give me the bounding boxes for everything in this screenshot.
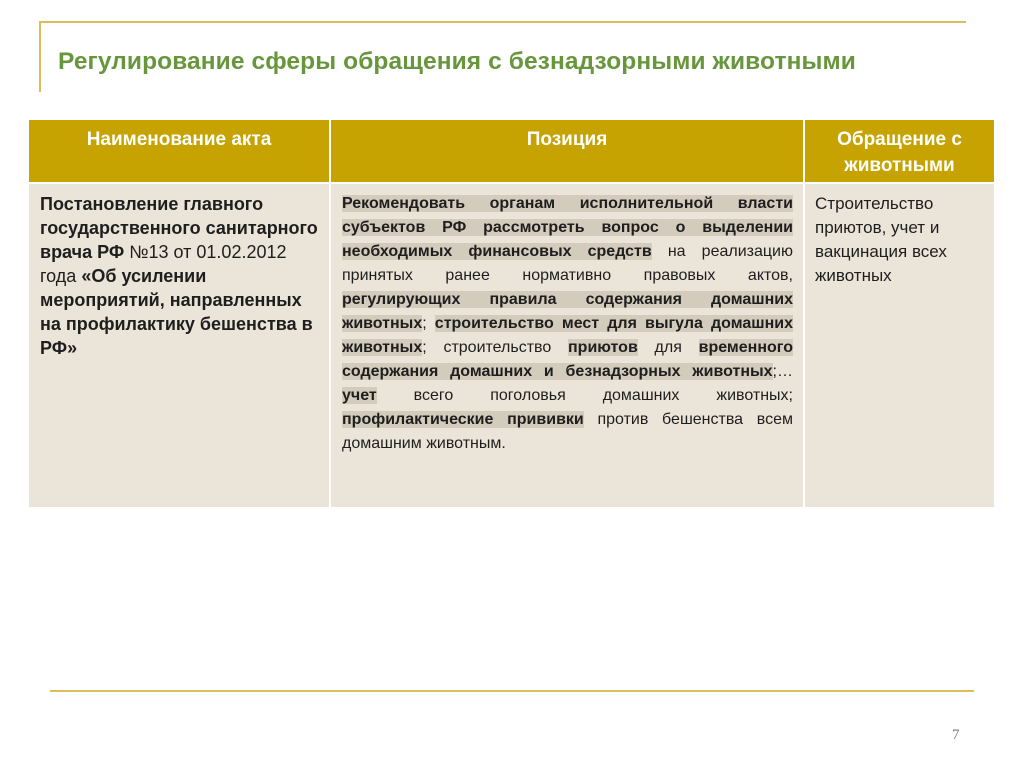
position-text: ; строительство — [422, 339, 568, 356]
position-text: всего поголовья домашних животных; — [376, 387, 793, 404]
position-highlight: временного содержания домашних и безнадзорных животных — [342, 339, 793, 380]
position-highlight: учет — [342, 387, 377, 404]
footer-line — [50, 690, 974, 692]
header-position: Позиция — [331, 120, 803, 182]
acts-table — [29, 120, 994, 507]
header-act-name: Наименование акта — [29, 120, 329, 182]
position-text: против бешенства всем домашним животным. — [342, 411, 793, 452]
frame-left-line — [39, 21, 41, 92]
header-animal-treatment: Обращение с животными — [805, 120, 994, 182]
cell-animal-treatment: Строительство приютов, учет и вакцинация всех животных — [805, 184, 994, 507]
page-number: 7 — [952, 727, 960, 743]
position-text: для — [637, 339, 699, 356]
position-text: ; — [422, 315, 435, 332]
cell-act-name — [29, 184, 329, 507]
position-text: ;… — [772, 363, 793, 380]
position-highlight: строительство мест для выгула домашних животных — [342, 315, 793, 356]
frame-top-line — [39, 21, 966, 23]
position-highlight: Рекомендовать органам исполнительной власти субъектов РФ рассмотреть вопрос о выделении необходимых финансовых средств — [342, 195, 793, 260]
position-text: на реализацию принятых ранее нормативно правовых актов, — [342, 243, 793, 284]
act-title: «Об усилении мероприятий, направленных на профилактику бешенства в РФ» — [40, 266, 313, 358]
position-highlight: профилактические прививки — [342, 411, 584, 428]
cell-position — [331, 184, 803, 507]
slide-title: Регулирование сферы обращения с безнадзорными животными — [58, 48, 856, 75]
act-number-date: №13 от 01.02.2012 года — [40, 242, 287, 286]
act-text-part: Постановление главного государственного санитарного врача РФ — [40, 194, 318, 262]
position-highlight: приютов — [568, 339, 638, 356]
position-highlight: регулирующих правила содержания домашних животных — [342, 291, 793, 332]
